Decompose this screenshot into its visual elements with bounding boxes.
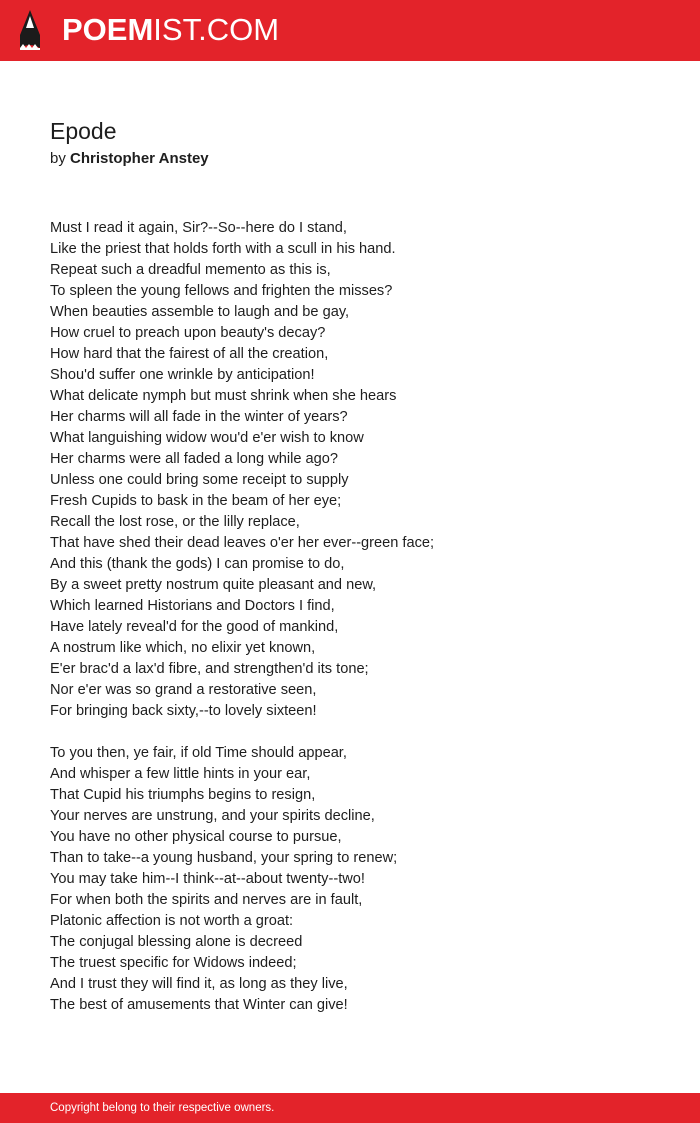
poem-line: To you then, ye fair, if old Time should appear, bbox=[50, 745, 347, 761]
poem-line: How hard that the fairest of all the creation, bbox=[50, 346, 329, 362]
poem-line: Fresh Cupids to bask in the beam of her eye; bbox=[50, 493, 342, 509]
poem-line: You may take him--I think--at--about twenty--two! bbox=[50, 871, 365, 887]
poem-line: For bringing back sixty,--to lovely sixteen! bbox=[50, 703, 317, 719]
poem-line: A nostrum like which, no elixir yet known, bbox=[50, 640, 316, 656]
poem-line: By a sweet pretty nostrum quite pleasant and new, bbox=[50, 577, 377, 593]
poem-line: And I trust they will find it, as long as they live, bbox=[50, 976, 348, 992]
byline bbox=[50, 149, 209, 169]
poem-line: And this (thank the gods) I can promise to do, bbox=[50, 556, 345, 572]
poem-line: Your nerves are unstrung, and your spirits decline, bbox=[50, 808, 375, 824]
brand-light: IST.COM bbox=[153, 12, 280, 47]
byline-prefix: by bbox=[50, 150, 66, 167]
poem-line: Than to take--a young husband, your spring to renew; bbox=[50, 850, 398, 866]
poem-line: The best of amusements that Winter can give! bbox=[50, 997, 348, 1013]
poem-line: Platonic affection is not worth a groat: bbox=[50, 913, 294, 929]
pencil-nib-icon[interactable] bbox=[18, 9, 42, 51]
poem-line: Her charms were all faded a long while ago? bbox=[50, 451, 338, 467]
poem-line: What languishing widow wou'd e'er wish to know bbox=[50, 430, 364, 446]
poem-line: The truest specific for Widows indeed; bbox=[50, 955, 297, 971]
site-header bbox=[0, 0, 700, 61]
poem-line: Like the priest that holds forth with a scull in his hand. bbox=[50, 241, 396, 257]
author-name: Christopher Anstey bbox=[70, 150, 209, 167]
copyright-text: Copyright belong to their respective owners. bbox=[50, 1102, 275, 1114]
poem-line: Her charms will all fade in the winter of years? bbox=[50, 409, 348, 425]
poem-line: Repeat such a dreadful memento as this is, bbox=[50, 262, 331, 278]
poem-line: Recall the lost rose, or the lilly replace, bbox=[50, 514, 300, 530]
brand-bold: POEM bbox=[62, 12, 154, 47]
poem-line: How cruel to preach upon beauty's decay? bbox=[50, 325, 326, 341]
poem-line: And whisper a few little hints in your ear, bbox=[50, 766, 311, 782]
poem-line: Nor e'er was so grand a restorative seen, bbox=[50, 682, 317, 698]
site-footer bbox=[0, 1093, 700, 1123]
poem-line: Which learned Historians and Doctors I find, bbox=[50, 598, 335, 614]
poem-line: E'er brac'd a lax'd fibre, and strengthen'd its tone; bbox=[50, 661, 369, 677]
poem-line: When beauties assemble to laugh and be gay, bbox=[50, 304, 350, 320]
poem-line: What delicate nymph but must shrink when she hears bbox=[50, 388, 397, 404]
poem-line: Shou'd suffer one wrinkle by anticipation! bbox=[50, 367, 315, 383]
poem-line: For when both the spirits and nerves are in fault, bbox=[50, 892, 363, 908]
site-logo-text[interactable] bbox=[62, 12, 279, 48]
poem-line: Have lately reveal'd for the good of mankind, bbox=[50, 619, 339, 635]
poem-title: Epode bbox=[50, 118, 117, 144]
poem-line: The conjugal blessing alone is decreed bbox=[50, 934, 303, 950]
poem-line: Must I read it again, Sir?--So--here do I stand, bbox=[50, 220, 347, 236]
poem-line: That Cupid his triumphs begins to resign, bbox=[50, 787, 316, 803]
poem-line: To spleen the young fellows and frighten the misses? bbox=[50, 283, 393, 299]
poem-body bbox=[50, 218, 670, 1037]
poem-stanza bbox=[50, 743, 670, 1016]
poem-line: You have no other physical course to pursue, bbox=[50, 829, 342, 845]
poem-line: That have shed their dead leaves o'er her ever--green face; bbox=[50, 535, 435, 551]
poem-stanza bbox=[50, 218, 670, 722]
poem-line: Unless one could bring some receipt to supply bbox=[50, 472, 349, 488]
